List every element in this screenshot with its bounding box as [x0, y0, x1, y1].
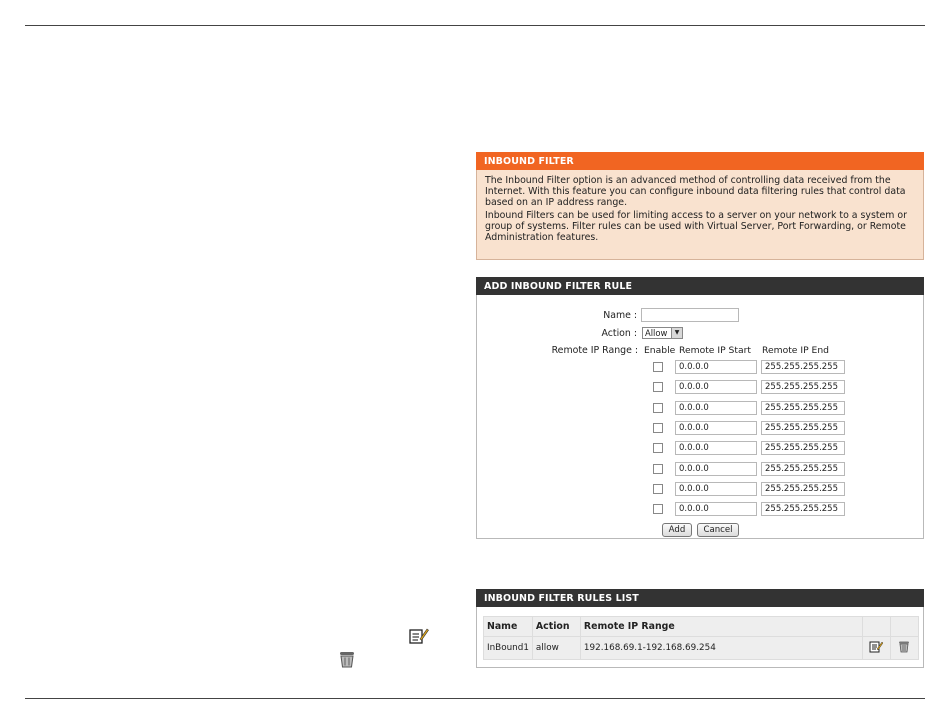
header-action: Action: [532, 617, 580, 637]
rule-name: InBound1: [484, 637, 533, 660]
enable-checkbox[interactable]: [653, 504, 663, 514]
inbound-filter-desc-1: The Inbound Filter option is an advanced method of controlling data received from the Internet. With this feature you can configure inbound data filtering rules that control data based on an IP address range.: [485, 175, 906, 208]
edit-icon[interactable]: [869, 640, 883, 656]
remote-ip-start-input[interactable]: [675, 502, 757, 516]
col-end-header: Remote IP End: [762, 345, 829, 356]
remote-ip-end-input[interactable]: [761, 380, 845, 394]
remote-ip-start-input[interactable]: [675, 441, 757, 455]
enable-checkbox[interactable]: [653, 464, 663, 474]
bottom-divider: [25, 698, 925, 699]
rules-table: [483, 616, 919, 660]
remote-ip-end-input[interactable]: [761, 401, 845, 415]
remote-ip-end-input[interactable]: [761, 360, 845, 374]
header-edit-blank: [862, 617, 890, 637]
header-name: Name: [484, 617, 533, 637]
remote-ip-start-input[interactable]: [675, 360, 757, 374]
remote-ip-range-label: Remote IP Range :: [551, 345, 638, 356]
action-select[interactable]: [642, 327, 683, 339]
rule-range: 192.168.69.1-192.168.69.254: [580, 637, 862, 660]
edit-cell[interactable]: [862, 637, 890, 660]
add-button[interactable]: Add: [662, 523, 692, 537]
table-row: [484, 637, 919, 660]
chevron-down-icon: ▼: [671, 328, 682, 338]
remote-ip-end-input[interactable]: [761, 441, 845, 455]
remote-ip-end-input[interactable]: [761, 502, 845, 516]
enable-checkbox[interactable]: [653, 362, 663, 372]
col-start-header: Remote IP Start: [679, 345, 751, 356]
remote-ip-start-input[interactable]: [675, 462, 757, 476]
add-rule-title: ADD INBOUND FILTER RULE: [476, 277, 924, 295]
add-inbound-filter-rule-panel: [476, 277, 924, 539]
trash-icon: [338, 650, 356, 672]
col-enable-header: Enable: [644, 345, 676, 356]
remote-ip-start-input[interactable]: [675, 421, 757, 435]
enable-checkbox[interactable]: [653, 443, 663, 453]
remote-ip-end-input[interactable]: [761, 462, 845, 476]
enable-checkbox[interactable]: [653, 382, 663, 392]
delete-cell[interactable]: [890, 637, 918, 660]
cancel-button[interactable]: Cancel: [697, 523, 739, 537]
name-label: Name :: [603, 310, 637, 321]
remote-ip-end-input[interactable]: [761, 421, 845, 435]
inbound-filter-rules-list-panel: [476, 589, 924, 668]
enable-checkbox[interactable]: [653, 484, 663, 494]
inbound-filter-desc-2: Inbound Filters can be used for limiting access to a server on your network to a system or group of systems. Filter rules can be used with Virtual Server, Port Forwarding, or Remote Administration features.: [485, 210, 907, 243]
name-input[interactable]: [641, 308, 739, 322]
action-label: Action :: [601, 328, 637, 339]
remote-ip-end-input[interactable]: [761, 482, 845, 496]
remote-ip-start-input[interactable]: [675, 482, 757, 496]
header-remote-ip-range: Remote IP Range: [580, 617, 862, 637]
action-select-value: Allow: [645, 328, 668, 338]
top-divider: [25, 25, 925, 26]
remote-ip-start-input[interactable]: [675, 380, 757, 394]
edit-icon: [409, 627, 429, 649]
enable-checkbox[interactable]: [653, 403, 663, 413]
rules-list-title: INBOUND FILTER RULES LIST: [476, 589, 924, 607]
enable-checkbox[interactable]: [653, 423, 663, 433]
rules-table-header: [484, 617, 919, 637]
rule-action: allow: [532, 637, 580, 660]
inbound-filter-panel: [476, 152, 924, 260]
trash-icon[interactable]: [898, 640, 910, 656]
inbound-filter-title: INBOUND FILTER: [476, 152, 924, 170]
remote-ip-start-input[interactable]: [675, 401, 757, 415]
header-delete-blank: [890, 617, 918, 637]
